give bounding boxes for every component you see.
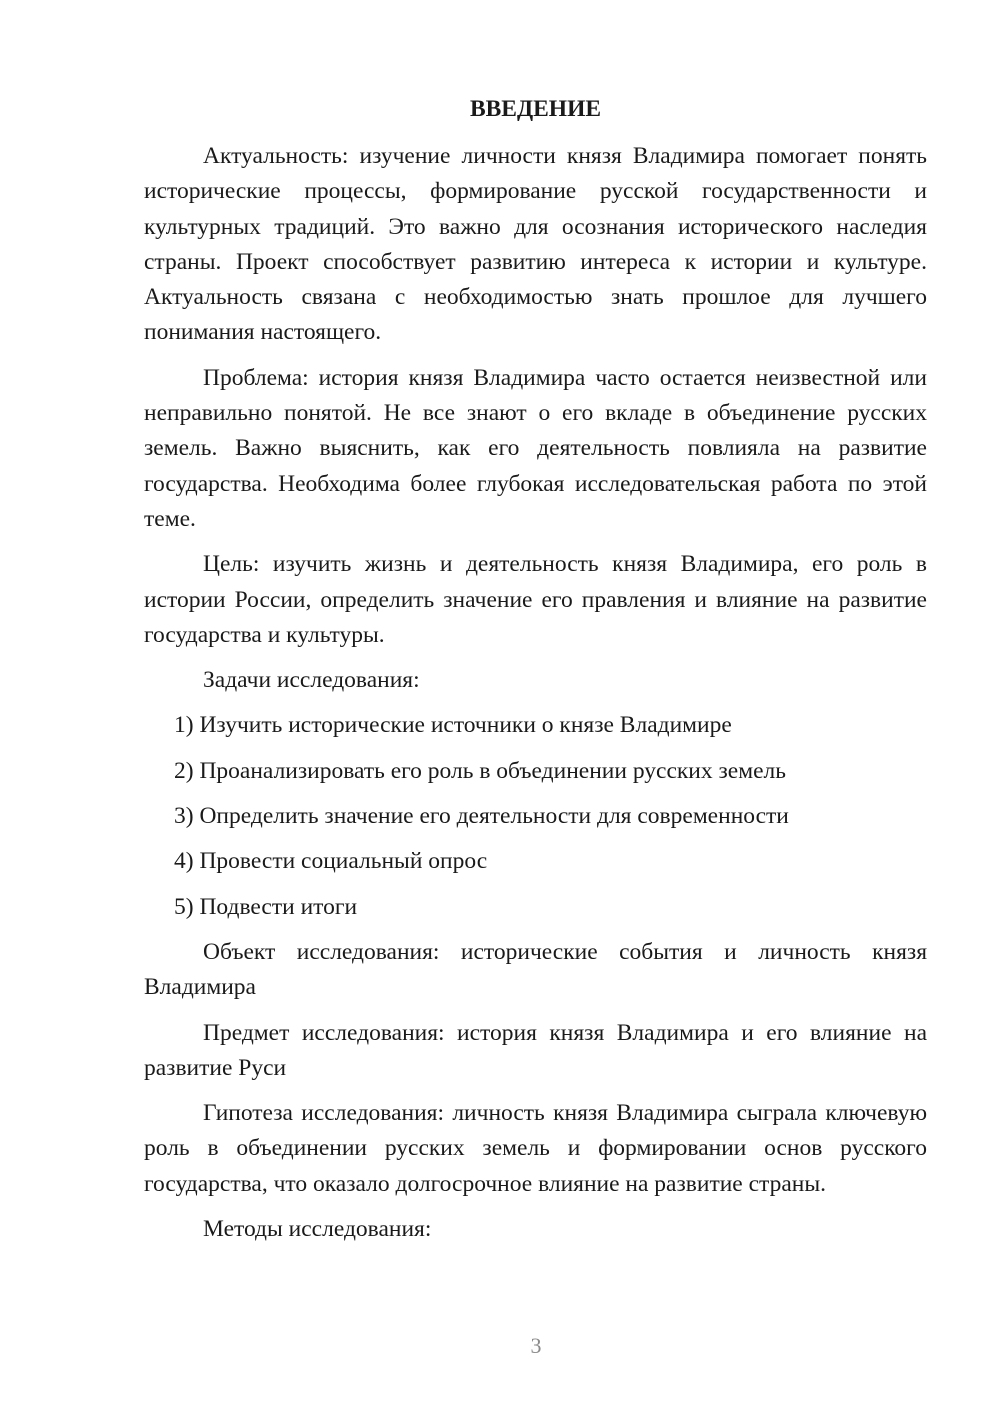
hypothesis-paragraph: Гипотеза исследования: личность князя Владимира сыграла ключевую роль в объединении русских земель и формировании основ русского государства, что оказало долгосрочное влияние на развитие страны. [144,1100,927,1197]
problem-paragraph: Проблема: история князя Владимира часто остается неизвестной или неправильно понятой. Не все знают о его вкладе в объединение русских земель. Важно выяснить, как его деятельность повлияла на развитие государства. Необходима более глубокая исследовательская работа по этой теме. [144,364,927,532]
task-item-2: 2) Проанализировать его роль в объединении русских земель [174,757,786,784]
task-item-3: 3) Определить значение его деятельности для современности [174,803,789,830]
task-item-4: 4) Провести социальный опрос [174,848,488,875]
object-paragraph: Объект исследования: исторические события и личность князя Владимира [144,938,927,1001]
subject-paragraph: Предмет исследования: история князя Владимира и его влияние на развитие Руси [144,1019,927,1081]
page-number: 3 [530,1333,542,1358]
tasks-list [144,708,927,924]
tasks-title: Задачи исследования: [203,667,420,694]
relevance-paragraph: Актуальность: изучение личности князя Владимира помогает понять исторические процессы, формирование русской государственности и культурных традиций. Это важно для осознания исторического наследия страны. Проект способствует развитию интереса к истории и культуре. Актуальность связана с необходимостью знать прошлое для лучшего понимания настоящего. [144,143,927,346]
page-content [144,92,927,1257]
task-item-1: 1) Изучить исторические источники о князе Владимире [174,712,732,739]
methods-paragraph: Методы исследования: [203,1216,432,1243]
section-heading: ВВЕДЕНИЕ [469,96,602,122]
task-item-5: 5) Подвести итоги [174,893,358,920]
goal-paragraph: Цель: изучить жизнь и деятельность князя Владимира, его роль в истории России, определить значение его правления и влияние на развитие государства и культуры. [144,551,927,648]
